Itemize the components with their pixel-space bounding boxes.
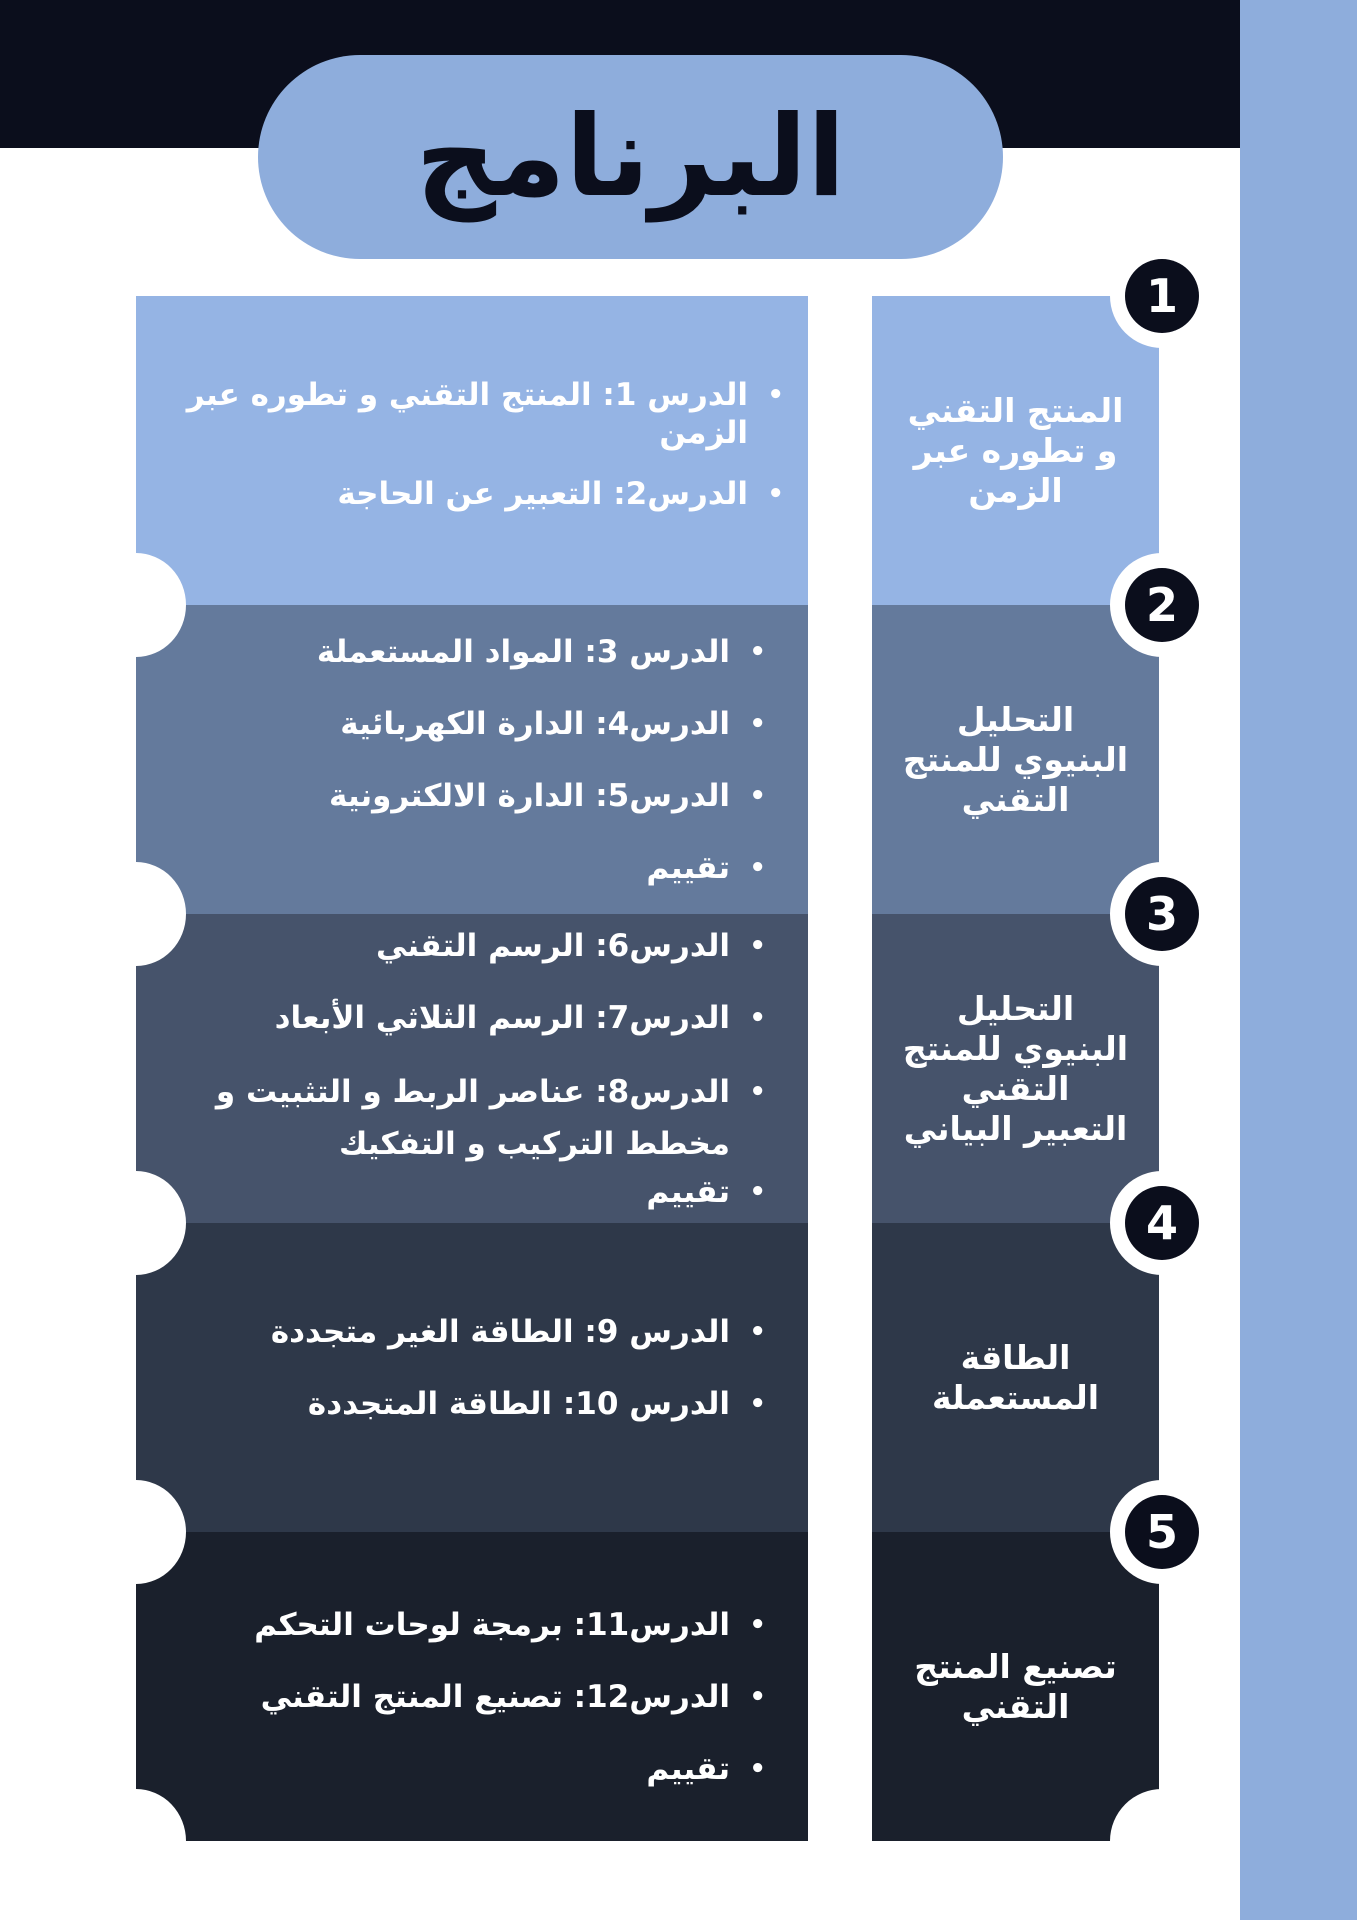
unit-row-5 [0,1505,1240,1841]
lesson-list [176,1603,766,1791]
unit-tag-line: البنيوي للمنتج [902,1028,1129,1068]
number-badge-5 [1110,1480,1214,1584]
lessons-panel-1 [136,296,808,605]
number-badge-1 [1110,244,1214,348]
lessons-panel-5 [136,1532,808,1841]
unit-number: 2 [1125,568,1199,642]
lesson-list [176,376,766,516]
lesson-list [176,1310,766,1426]
unit-number: 1 [1125,259,1199,333]
unit-tag-line: تصنيع المنتج [914,1646,1117,1686]
number-badge-4 [1110,1171,1214,1275]
side-strip [1240,0,1357,1920]
unit-tag-line: المنتج التقني [907,390,1124,430]
unit-tag-line: التقني [961,1686,1070,1726]
lesson-item: • الدرس 10: الطاقة المتجددة [176,1382,766,1426]
number-badge-2 [1110,553,1214,657]
lessons-panel-2 [136,605,808,914]
unit-tag-line: التقني [961,1068,1070,1108]
lesson-item: • الدرس5: الدارة الالكترونية [176,774,766,818]
unit-row-4 [0,1196,1240,1532]
lesson-item: • تقييم [176,1747,766,1791]
page-title: البرنامج [415,92,846,222]
unit-tag-3 [872,914,1159,1223]
lesson-item: • الدرس11: برمجة لوحات التحكم [176,1603,766,1647]
title-pill [258,55,1003,259]
unit-row-1 [0,269,1240,605]
lesson-item: • الدرس4: الدارة الكهربائية [176,702,766,746]
unit-tag-4 [872,1223,1159,1532]
lessons-panel-3 [136,914,808,1223]
unit-tag-2 [872,605,1159,914]
lessons-panel-4 [136,1223,808,1532]
lesson-item: • الدرس6: الرسم التقني [176,924,766,968]
lesson-item: • الدرس 3: المواد المستعملة [176,630,766,674]
unit-tag-5 [872,1532,1159,1841]
lesson-item: • الدرس8: عناصر الربط و التثبيت و مخطط التركيب و التفكيك [176,1066,766,1170]
ticket-notch [86,1789,186,1893]
ticket-notch [86,862,186,966]
unit-number: 3 [1125,877,1199,951]
ticket-notch [86,1480,186,1584]
unit-tag-line: الطاقة [960,1337,1071,1377]
unit-row-3 [0,887,1240,1223]
unit-tag-line: التحليل [956,699,1075,739]
unit-tag-line: البنيوي للمنتج [902,739,1129,779]
unit-row-2 [0,578,1240,914]
unit-tag-line: التقني [961,779,1070,819]
unit-tag-line: و تطوره عبر [913,430,1118,470]
lesson-item: • تقييم [176,1170,766,1214]
unit-number: 5 [1125,1495,1199,1569]
lesson-list [176,924,766,1214]
unit-tag-line: التحليل [956,988,1075,1028]
unit-tag-line: التعبير البياني [903,1108,1128,1148]
unit-number: 4 [1125,1186,1199,1260]
number-badge-3 [1110,862,1214,966]
unit-tag-1 [872,296,1159,605]
lesson-list [176,630,766,890]
lesson-item: • الدرس12: تصنيع المنتج التقني [176,1675,766,1719]
lesson-item: • الدرس 1: المنتج التقني و تطوره عبر الزمن [176,376,784,452]
ticket-notch [1110,1789,1214,1893]
lesson-item: • الدرس2: التعبير عن الحاجة [176,472,784,516]
ticket-notch [86,1171,186,1275]
lesson-item: • الدرس 9: الطاقة الغير متجددة [176,1310,766,1354]
unit-tag-line: الزمن [968,470,1063,510]
unit-tag-line: المستعملة [931,1377,1100,1417]
lesson-item: • الدرس7: الرسم الثلاثي الأبعاد [176,996,766,1040]
ticket-notch [86,553,186,657]
lesson-item: • تقييم [176,846,766,890]
